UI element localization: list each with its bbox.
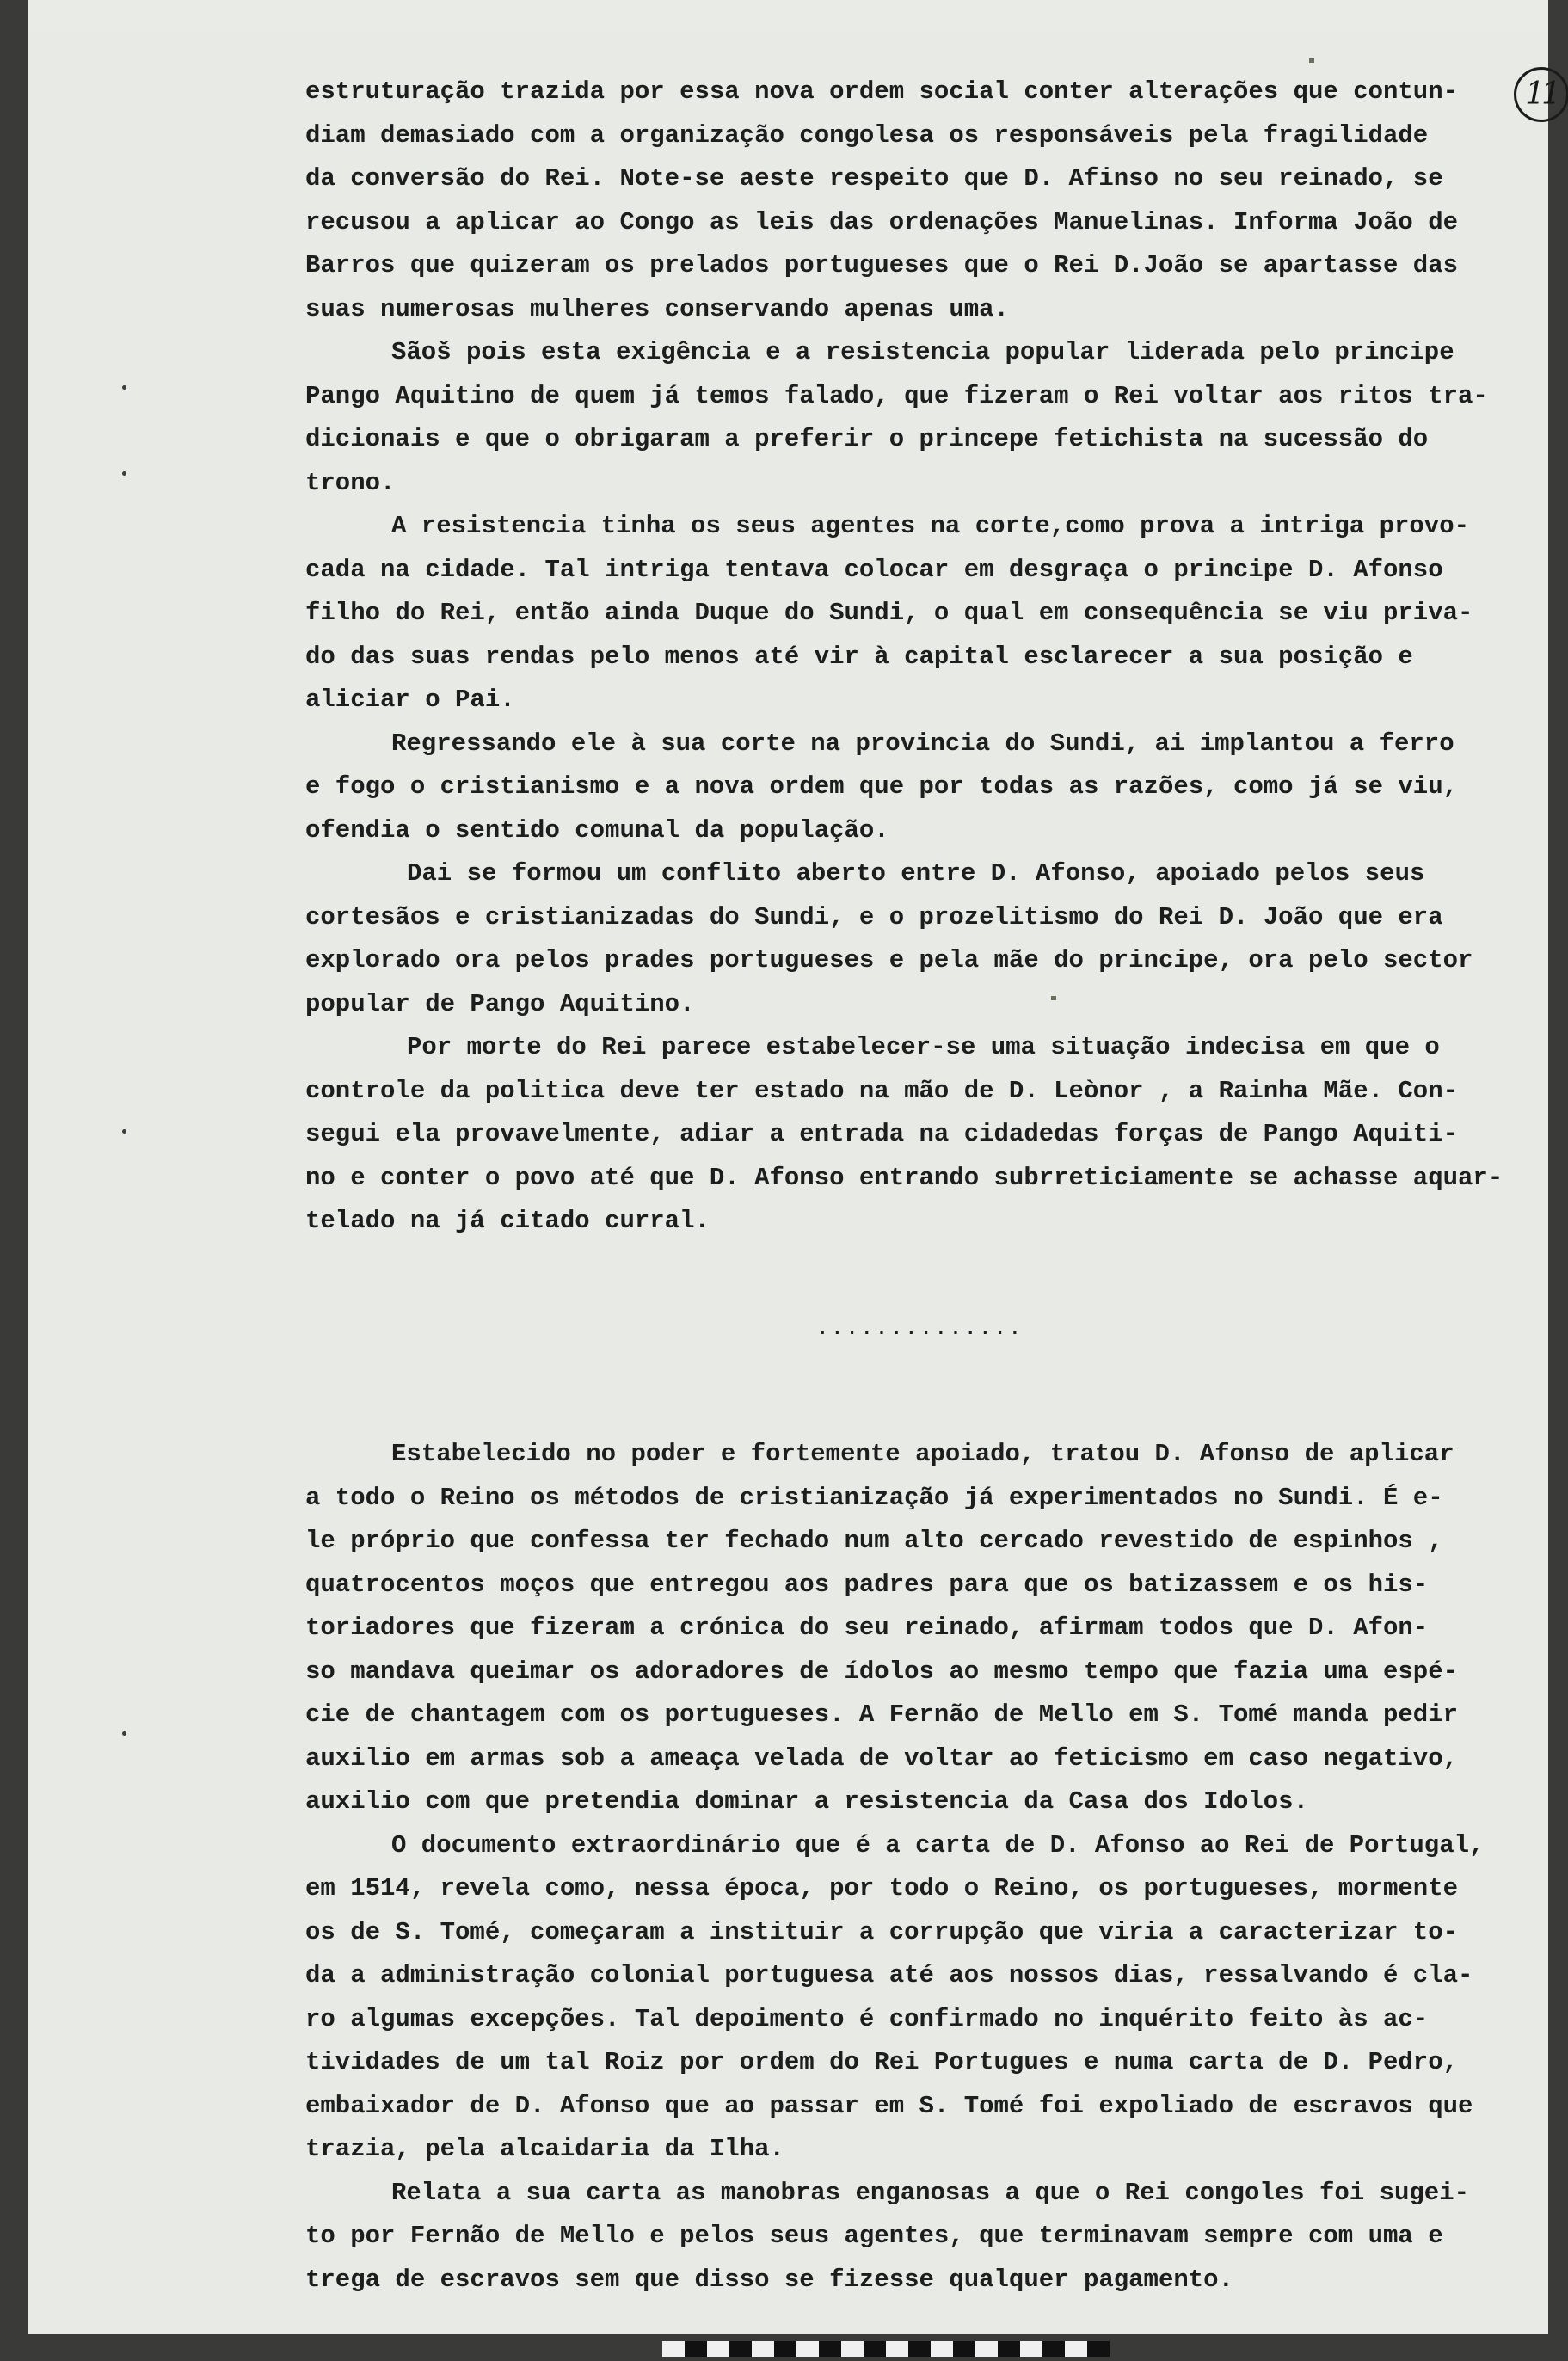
text-line: em 1514, revela como, nessa época, por todo o Reino, os portugueses, mormente [305, 1874, 1459, 1903]
ink-speck [1309, 58, 1314, 63]
text-line: Regressando ele à sua corte na provincia do Sundi, ai implantou a ferro [391, 729, 1454, 758]
margin-dot [122, 1129, 126, 1134]
text-line: Estabelecido no poder e fortemente apoiado, tratou D. Afonso de aplicar [391, 1440, 1454, 1468]
text-line: Barros que quizeram os prelados portugueses que o Rei D.João se apartasse das [305, 251, 1459, 280]
text-line: explorado ora pelos prades portugueses e pela mãe do principe, ora pelo sector [305, 946, 1473, 975]
text-line: os de S. Tomé, começaram a instituir a corrupção que viria a caracterizar to- [305, 1917, 1459, 1946]
text-line: Dai se formou um conflito aberto entre D. Afonso, apoiado pelos seus [407, 859, 1425, 888]
text-line: auxilio em armas sob a ameaça velada de voltar ao feticismo em caso negativo, [305, 1743, 1459, 1773]
document-body [305, 71, 1510, 2302]
text-line: suas numerosas mulheres conservando apenas uma. [305, 294, 1009, 323]
text-line: to por Fernão de Mello e pelos seus agentes, que terminavam sempre com uma e [305, 2222, 1443, 2250]
text-line: quatrocentos moços que entregou aos padres para que os batizassem e os his- [305, 1570, 1429, 1599]
text-line: diam demasiado com a organização congolesa os responsáveis pela fragilidade [305, 120, 1429, 150]
text-line: le próprio que confessa ter fechado num alto cercado revestido de espinhos , [305, 1527, 1443, 1555]
text-line: da a administração colonial portuguesa até aos nossos dias, ressalvando é cla- [305, 1961, 1473, 1989]
text-line: estruturação trazida por essa nova ordem social conter alterações que contun- [305, 77, 1459, 106]
margin-dot [122, 385, 126, 390]
text-line: recusou a aplicar ao Congo as leis das ordenações Manuelinas. Informa João de [305, 207, 1459, 237]
text-line: tividades de um tal Roiz por ordem do Rei Portugues e numa carta de D. Pedro, [305, 2048, 1459, 2076]
text-line: filho do Rei, então ainda Duque do Sundi, o qual em consequência se viu priva- [305, 599, 1473, 627]
text-line: trega de escravos sem que disso se fizesse qualquer pagamento. [305, 2265, 1233, 2294]
text-line: da conversão do Rei. Note-se aeste respeito que D. Afinso no seu reinado, se [305, 164, 1443, 193]
margin-dot [122, 1731, 126, 1736]
section-separator: .............. [816, 1318, 1024, 1340]
text-line: controle da politica deve ter estado na mão de D. Leònor , a Rainha Mãe. Con- [305, 1076, 1459, 1105]
text-line: so mandava queimar os adoradores de ídolos ao mesmo tempo que fazia uma espé- [305, 1657, 1459, 1686]
text-line: dicionais e que o obrigaram a preferir o princepe fetichista na sucessão do [305, 425, 1429, 453]
text-line: toriadores que fizeram a crónica do seu reinado, afirmam todos que D. Afon- [305, 1614, 1429, 1642]
scan-border-left [0, 0, 28, 2361]
scan-border-right [1548, 0, 1568, 2361]
text-line: embaixador de D. Afonso que ao passar em S. Tomé foi expoliado de escravos que [305, 2091, 1473, 2120]
text-line: ofendia o sentido comunal da população. [305, 815, 889, 845]
text-line: Sãoš pois esta exigência e a resistencia popular liderada pelo principe [391, 338, 1454, 366]
text-line: segui ela provavelmente, adiar a entrada na cidadedas forças de Pango Aquiti- [305, 1120, 1459, 1148]
text-line: Relata a sua carta as manobras enganosas a que o Rei congoles foi sugei- [391, 2178, 1470, 2207]
text-line: Por morte do Rei parece estabelecer-se uma situação indecisa em que o [407, 1033, 1440, 1061]
text-line: trono. [305, 468, 396, 497]
text-line: trazia, pela alcaidaria da Ilha. [305, 2135, 784, 2163]
text-line: a todo o Reino os métodos de cristianização já experimentados no Sundi. É e- [305, 1483, 1443, 1512]
text-line: A resistencia tinha os seus agentes na corte,como prova a intriga provo- [391, 512, 1470, 540]
text-line: auxilio com que pretendia dominar a resistencia da Casa dos Idolos. [305, 1787, 1308, 1816]
text-line: telado na já citado curral. [305, 1207, 710, 1235]
text-line: popular de Pango Aquitino. [305, 989, 695, 1018]
text-line: do das suas rendas pelo menos até vir à capital esclarecer a sua posição e [305, 642, 1413, 671]
text-line: cada na cidade. Tal intriga tentava colocar em desgraça o principe D. Afonso [305, 555, 1443, 584]
text-line: aliciar o Pai. [305, 686, 515, 714]
text-line: no e conter o povo até que D. Afonso entrando subrreticiamente se achasse aquar- [305, 1163, 1503, 1192]
scale-ruler [662, 2341, 1110, 2357]
text-line: e fogo o cristianismo e a nova ordem que por todas as razões, como já se viu, [305, 772, 1459, 801]
text-line: Pango Aquitino de quem já temos falado, que fizeram o Rei voltar aos ritos tra- [305, 381, 1488, 410]
body-section-before-separator [305, 71, 1510, 1244]
page-number: 11 [1514, 67, 1568, 122]
text-line: cortesãos e cristianizadas do Sundi, e o prozelitismo do Rei D. João que era [305, 902, 1443, 931]
text-line: cie de chantagem com os portugueses. A Fernão de Mello em S. Tomé manda pedir [305, 1700, 1459, 1729]
text-line: ro algumas excepções. Tal depoimento é confirmado no inquérito feito às ac- [305, 2004, 1429, 2033]
margin-dot [122, 471, 126, 476]
body-section-after-separator [305, 1433, 1510, 2302]
text-line: O documento extraordinário que é a carta de D. Afonso ao Rei de Portugal, [391, 1830, 1485, 1860]
